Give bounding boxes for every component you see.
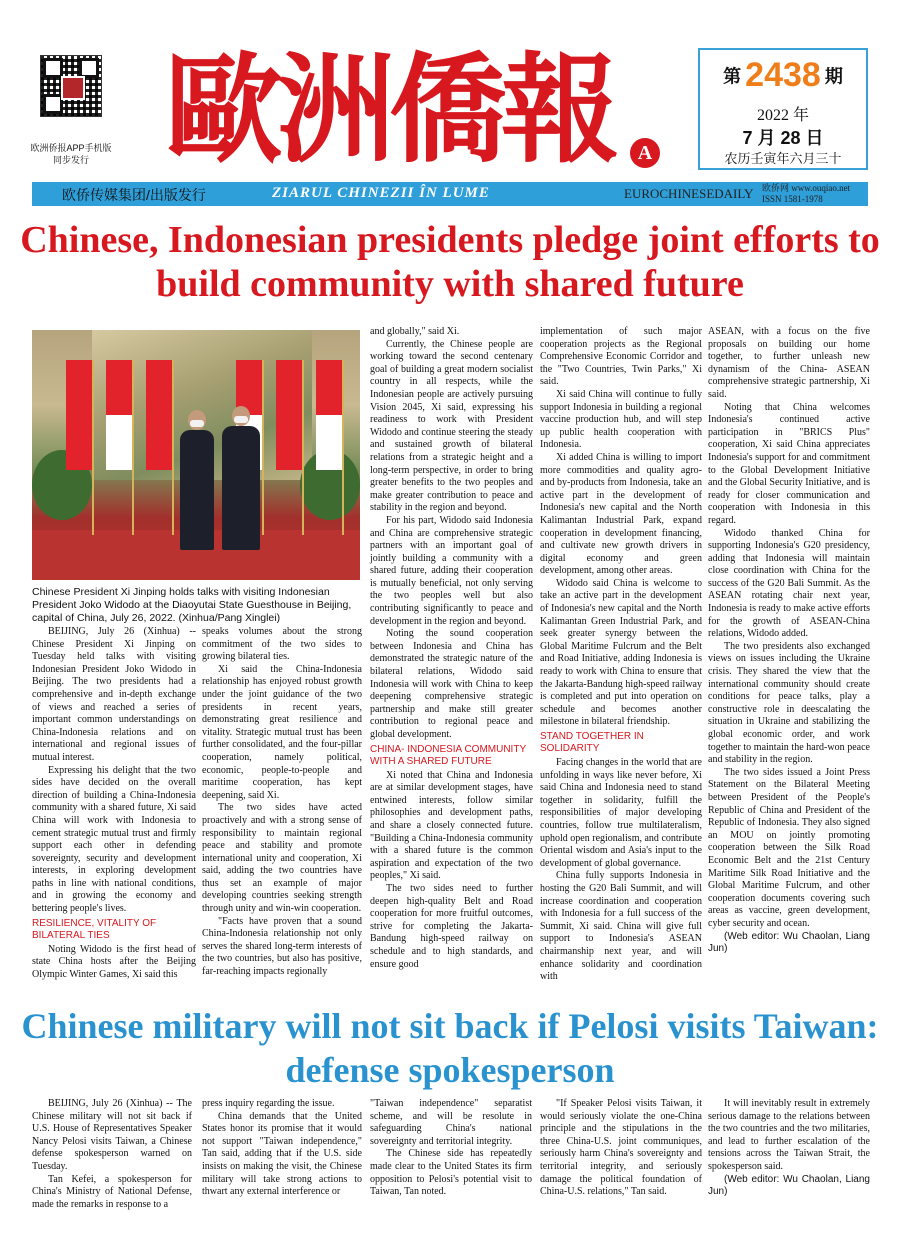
article2-column-2 xyxy=(202,1098,362,1199)
paragraph: speaks volumes about the strong commitment of the two sides to growing bilateral ties. xyxy=(202,626,362,663)
paragraph: Expressing his delight that the two sides have decided on the overall direction of building a China-Indonesia community with a shared future, Xi said China will work with Indonesia to cement strategic mutual trust and firmly support each other in defending sovereignty, security and development interests, in exploring development paths in line with national conditions, and in growing the economy and bettering people's lives. xyxy=(32,764,196,915)
article1-column-1 xyxy=(32,626,196,981)
paragraph: Facing changes in the world that are unfolding in ways like never before, Xi said China and Indonesia need to stand together in solidarity, fulfill the responsibilities of major developing countries, follow true multilateralism, uphold open regionalism, and contribute Oriental wisdom and Asia's input to the development of global governance. xyxy=(540,757,702,869)
article2-column-5 xyxy=(708,1098,870,1199)
paragraph: It will inevitably result in extremely serious damage to the relations between the two countries and the two militaries, and lead to further escalation of the tensions across the Taiwan Strait, the spokesperson said. xyxy=(708,1098,870,1172)
article1-column-4 xyxy=(540,326,702,984)
issn-label: ISSN 1581-1978 xyxy=(762,194,823,204)
paragraph: Xi noted that China and Indonesia are at similar development stages, have entwined interests, follow similar philosophies and development paths, and share a closely connected future. "Building a China-Indonesia community with a shared future is the common aspiration and expectation of the two peoples," Xi said. xyxy=(370,769,533,882)
paragraph: The two sides need to further deepen high-quality Belt and Road cooperation for more fruitful outcomes, strive for completing the Jakarta-Bandung high-speed railway on schedule and to high standards, and ensure good xyxy=(370,882,533,970)
issue-date: 7 月 28 日 xyxy=(742,128,824,148)
paragraph: Noting the sound cooperation between Indonesia and China has demonstrated the strategic nature of the bilateral relations, Widodo said Indonesia will work with China to keep deepening comprehensive strategic partnership and make still greater contribution to regional peace and global development. xyxy=(370,628,533,740)
paragraph: BEIJING, July 26 (Xinhua) -- The Chinese military will not sit back if U.S. House of Representatives Speaker Nancy Pelosi visits Taiwan, a Chinese defense spokesperson warned on Tuesday. xyxy=(32,1098,192,1172)
paragraph: Currently, the Chinese people are working toward the second centenary goal of building a great modern socialist country in all respects, while the Indonesian people are actively pursuing Vision 2045, Xi said, expressing his readiness to work with President Widodo and continue steering the steady and sustained growth of bilateral relations from a strategic height and a long-term perspective, in order to bring greater benefits to the two peoples and make greater contribution to peace and stability in the region and beyond. xyxy=(370,338,533,514)
qr-caption: 欧洲侨报APP手机版 同步发行 xyxy=(30,143,112,165)
paragraph: Xi said the China-Indonesia relationship has enjoyed robust growth under the joint guidance of the two presidents in recent years, demonstrating great resilience and vitality. Strategic mutual trust has been further consolidated, and the four-pillar cooperation, namely political, economic, people-to-people and maritime cooperation, has kept deepening, said Xi. xyxy=(202,663,362,801)
article1-column-2 xyxy=(202,626,362,979)
app-qr-code[interactable] xyxy=(40,55,102,117)
article2-column-1 xyxy=(32,1098,192,1211)
web-editor-credit: (Web editor: Wu Chaolan, Liang Jun) xyxy=(708,930,870,955)
issue-number: 2438 xyxy=(745,56,821,94)
app-logo-icon xyxy=(61,76,85,100)
romanian-title: ZIARUL CHINEZII ÎN LUME xyxy=(272,185,490,201)
issue-number-line: 第 2438 期 xyxy=(723,56,843,94)
paragraph: Widodo thanked China for supporting Indonesia's G20 presidency, adding that Indonesia will maintain close coordination with China for the success of the G20 Bali Summit. As the ASEAN rotating chair next year, Indonesia is ready to make active efforts for the growth of ASEAN-China relations, Widodo added. xyxy=(708,527,870,640)
paragraph: implementation of such major cooperation projects as the Regional Comprehensive Economic Corridor and the "Two Countries, Twin Parks," Xi said. xyxy=(540,326,702,388)
website-issn xyxy=(762,183,850,205)
paragraph: China fully supports Indonesia in hosting the G20 Bali Summit, and will increase coordination and cooperation with Indonesia for a full success of the Summit, Xi said. China will give full support to Indonesia's ASEAN chairmanship next year, and will enhance solidarity and coordination with xyxy=(540,870,702,983)
paragraph: Noting Widodo is the first head of state China hosts after the Beijing Olympic Winter Games, Xi said this xyxy=(32,943,196,980)
newspaper-masthead-title: 歐洲僑報 xyxy=(165,40,614,179)
publisher-label: 欧侨传媒集团/出版发行 xyxy=(62,187,206,203)
photo-caption: Chinese President Xi Jinping holds talks with visiting Indonesian President Joko Widodo at the Diaoyutai State Guesthouse in Beijing, capital of China, July 26, 2022. (Xinhua/Pang Xinglei) xyxy=(32,586,352,624)
web-editor-credit: (Web editor: Wu Chaolan, Liang Jun) xyxy=(708,1173,870,1198)
section-subheading: STAND TOGETHER IN SOLIDARITY xyxy=(540,731,644,754)
section-subheading: RESILIENCE, VITALITY OF BILATERAL TIES xyxy=(32,917,157,941)
paragraph: Xi added China is willing to import more commodities and quality agro- and by-products from Indonesia, take an active part in the development of Indonesia's new capital and the North Kalimantan Industrial Park, expand cooperation in development financing, and cultivate new growth drivers in digital economy and green development, among other areas. xyxy=(540,451,702,577)
section-subheading: CHINA- INDONESIA COMMUNITY WITH A SHARED FUTURE xyxy=(370,743,526,767)
article1-column-3 xyxy=(370,326,533,971)
paragraph: The two presidents also exchanged views on issues including the Ukraine crisis. They shared the view that the international community should create conditions for peace talks, play a constructive role in deescalating the situation in Ukraine and stabilizing the global economic order, and work together to maintain the hard-won peace and stability in the region. xyxy=(708,640,870,766)
paragraph: For his part, Widodo said Indonesia and China are comprehensive strategic partners with an important goal of jointly building a community with a shared future, adding their cooperation is mutually beneficial, not only serving the two peoples well but also contributing significantly to peace and development in the region and beyond. xyxy=(370,514,533,627)
article1-photo xyxy=(32,330,360,580)
paragraph: The Chinese side has repeatedly made clear to the United States its firm opposition to Pelosi's potential visit to Taiwan, Tan noted. xyxy=(370,1148,532,1198)
paragraph: BEIJING, July 26 (Xinhua) -- Chinese President Xi Jinping on Tuesday held talks with visiting Indonesian President Joko Widodo in Beijing. The two presidents had a comprehensive and in-depth exchange of views and reached a series of important common understandings on China-Indonesia relations and on international and regional issues of mutual interest. xyxy=(32,626,196,763)
article1-column-5 xyxy=(708,326,870,956)
paragraph: Xi said China will continue to fully support Indonesia in building a regional vaccine production hub, and will step up public health cooperation with Indonesia. xyxy=(540,388,702,451)
paragraph: "If Speaker Pelosi visits Taiwan, it would seriously violate the one-China principle and the stipulations in the three China-U.S. joint communiques, seriously harm China's sovereignty and territorial integrity, and seriously damage the political foundation of China-U.S. relations," Tan said. xyxy=(540,1098,702,1198)
website-link[interactable]: 欧侨网 www.ouqiao.net xyxy=(762,183,851,193)
paragraph: China demands that the United States honor its promise that it would not support "Taiwan independence," Tan said, adding that if the U.S. side insists on making the visit, the Chinese military will take strong actions to thwart any external interference or xyxy=(202,1110,362,1198)
paragraph: "Taiwan independence" separatist scheme, and will be resolute in safeguarding China's national sovereignty and territorial integrity. xyxy=(370,1098,532,1147)
english-title: EUROCHINESEDAILY xyxy=(624,186,754,201)
paragraph: and globally," said Xi. xyxy=(370,326,460,337)
paragraph: "Facts have proven that a sound China-Indonesia relationship not only serves the shared long-term interests of the two countries, but also has positive, far-reaching impacts regionally xyxy=(202,915,362,978)
issue-box xyxy=(698,48,868,170)
paragraph: Tan Kefei, a spokesperson for China's Ministry of National Defense, made the remarks in response to a xyxy=(32,1173,192,1210)
article2-column-3 xyxy=(370,1098,532,1199)
issue-lunar-date: 农历壬寅年六月三十 xyxy=(724,151,842,166)
paragraph: The two sides have acted proactively and with a strong sense of responsibility to maintain regional peace and stability and promote international unity and cooperation, Xi said, adding the two countries have thus set an example of major developing countries seeking strength through unity and win-win cooperation. xyxy=(202,802,362,915)
paragraph: ASEAN, with a focus on the five proposals on building our home together, to further unleash new dynamism of the China- ASEAN comprehensive strategic partnership, Xi said. xyxy=(708,326,870,400)
issue-year: 2022 年 xyxy=(756,107,809,124)
paragraph: Widodo said China is welcome to take an active part in the development of Indonesia's new capital and the North Kalimantan Green Industrial Park, and seek greater synergy between the Global Maritime Fulcrum and the Belt and Road Initiative, adding Indonesia is ready to work with China to ensure that the Jakarta-Bandung high-speed railway is completed and put into operation on schedule and becomes another milestone in bilateral friendship. xyxy=(540,577,702,728)
article2-column-4 xyxy=(540,1098,702,1199)
article1-headline[interactable]: Chinese, Indonesian presidents pledge joint efforts to build community with shared future xyxy=(20,219,880,305)
paragraph: press inquiry regarding the issue. xyxy=(202,1098,335,1109)
paragraph: Noting that China welcomes Indonesia's continued active participation in "BRICS Plus" cooperation, Xi said China appreciates Indonesia's support for and commitment to the Global Development Initiative and the Global Security Initiative, and is ready for closer communication and cooperation with Indonesia in this regard. xyxy=(708,401,870,526)
masthead-bar xyxy=(32,182,868,206)
article2-headline[interactable]: Chinese military will not sit back if Pelosi visits Taiwan: defense spokesperson xyxy=(21,1006,879,1090)
paragraph: The two sides issued a Joint Press Statement on the Bilateral Meeting between President of the People's Republic of China and President of the Republic of Indonesia. They also signed an MOU on jointly promoting cooperation between the Silk Road Economic Belt and the 21st Century Maritime Silk Road Initiative and the Global Maritime Fulcrum, and other cooperation documents covering such areas as vaccine, green development, cyber security and ocean. xyxy=(708,766,870,929)
edition-badge: A xyxy=(630,138,660,168)
